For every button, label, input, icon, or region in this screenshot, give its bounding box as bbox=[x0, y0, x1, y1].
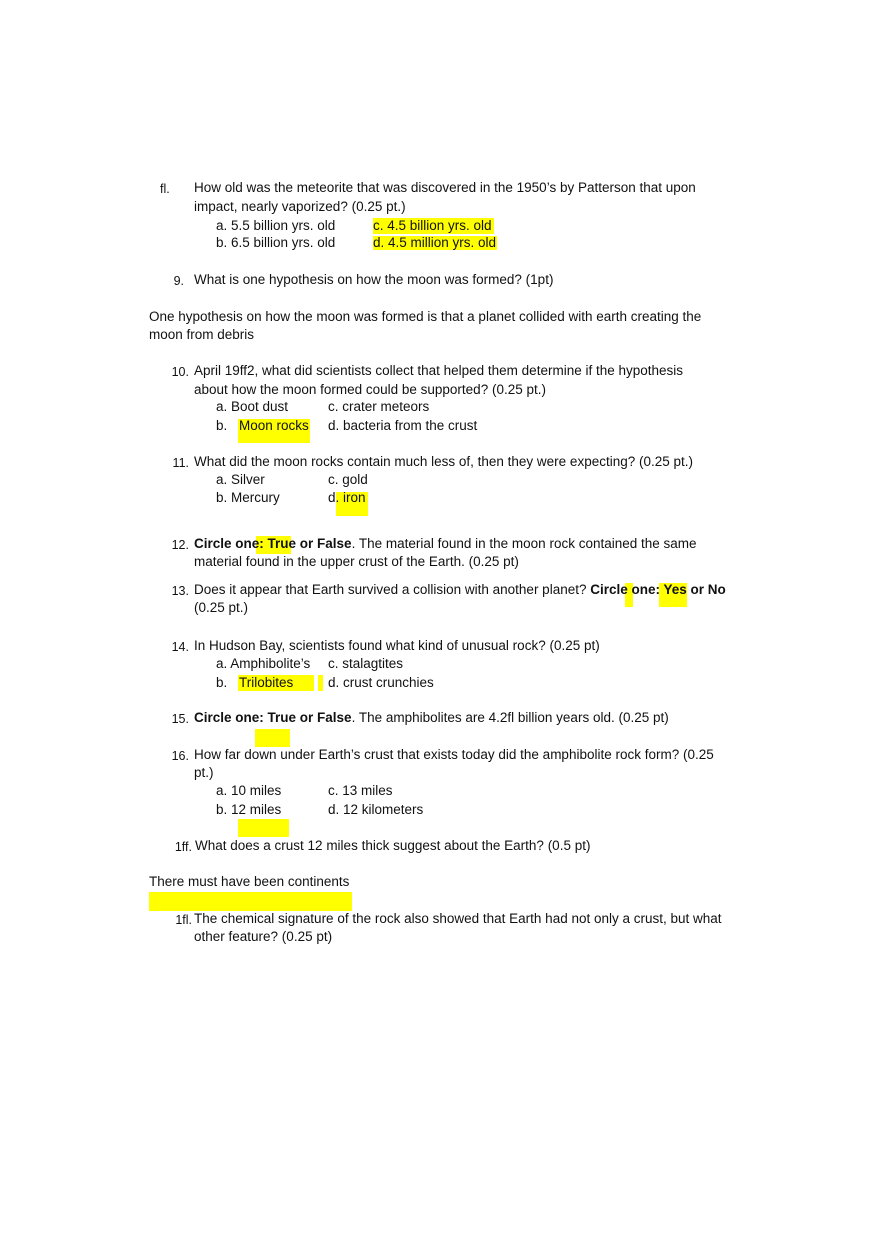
question-number: 14. bbox=[171, 640, 189, 654]
circle-one-label: Circle one bbox=[194, 536, 260, 551]
option-a: a. 10 miles bbox=[216, 783, 282, 798]
option-b-text: Moon rocks bbox=[239, 418, 309, 433]
statement: . The material found in the moon rock contained the same bbox=[351, 536, 697, 551]
option-a: a. 5.5 billion yrs. old bbox=[216, 218, 336, 233]
circle-one-choices: Circle one: True or False bbox=[194, 710, 352, 725]
question-number: fl. bbox=[160, 182, 170, 196]
question-text: April 19ff2, what did scientists collect that helped them determine if the hypothesis bbox=[194, 363, 684, 378]
question-number: 16. bbox=[171, 749, 189, 763]
highlight-q15 bbox=[255, 729, 290, 747]
question-text: What did the moon rocks contain much less of, then they were expecting? (0.25 pt.) bbox=[194, 454, 694, 469]
option-a: a. Silver bbox=[216, 472, 265, 487]
question-number: 12. bbox=[171, 538, 189, 552]
option-d: d. bacteria from the crust bbox=[328, 418, 478, 433]
question-text: How far down under Earth’s crust that exists today did the amphibolite rock form? (0.25 bbox=[194, 747, 714, 762]
question-text bbox=[194, 535, 697, 553]
circle-one-choices: Circle one: Yes or No bbox=[590, 582, 726, 597]
question-text: (0.25 pt.) bbox=[194, 600, 249, 615]
option-d: d. 4.5 million yrs. old bbox=[373, 235, 497, 250]
question-number: 9. bbox=[173, 274, 184, 288]
option-b: b. 12 miles bbox=[216, 802, 282, 817]
question-text: about how the moon formed could be supported? (0.25 pt.) bbox=[194, 382, 546, 397]
question-text: other feature? (0.25 pt) bbox=[194, 929, 333, 944]
option-b-text: Trilobites bbox=[239, 675, 294, 690]
question-text: What does a crust 12 miles thick suggest about the Earth? (0.5 pt) bbox=[195, 838, 591, 853]
option-b: b. bbox=[216, 675, 228, 690]
question-number: 11. bbox=[172, 456, 189, 470]
option-a: a. Boot dust bbox=[216, 399, 289, 414]
answer-text: There must have been continents bbox=[149, 874, 350, 889]
option-d: d. crust crunchies bbox=[328, 675, 434, 690]
option-d: d. 12 kilometers bbox=[328, 802, 424, 817]
question-text: How old was the meteorite that was discovered in the 1950’s by Patterson that upon bbox=[194, 180, 696, 195]
question-text: pt.) bbox=[194, 765, 214, 780]
question-number: 1fl. bbox=[175, 913, 192, 927]
question-text: impact, nearly vaporized? (0.25 pt.) bbox=[194, 199, 406, 214]
statement: . The amphibolites are 4.2fl billion years old. (0.25 pt) bbox=[351, 710, 669, 725]
question-text: material found in the upper crust of the Earth. (0.25 pt) bbox=[194, 554, 519, 569]
question-number: 15. bbox=[171, 712, 189, 726]
highlight-q14-mark bbox=[318, 675, 323, 691]
question-text: What is one hypothesis on how the moon was formed? (1pt) bbox=[194, 272, 554, 287]
option-c: c. crater meteors bbox=[328, 399, 430, 414]
question-text: In Hudson Bay, scientists found what kind of unusual rock? (0.25 pt) bbox=[194, 638, 600, 653]
option-c: c. 4.5 billion yrs. old bbox=[373, 218, 492, 233]
highlight-answer17 bbox=[149, 892, 352, 911]
question-text bbox=[194, 581, 726, 599]
question-text bbox=[194, 709, 669, 727]
option-b: b. bbox=[216, 418, 228, 433]
option-b: b. 6.5 billion yrs. old bbox=[216, 235, 336, 250]
option-c: c. stalagtites bbox=[328, 656, 404, 671]
option-d: d. iron bbox=[328, 490, 366, 505]
question-number: 10. bbox=[171, 365, 189, 379]
question-statement: Does it appear that Earth survived a collision with another planet? bbox=[194, 582, 587, 597]
true-choice: : True bbox=[259, 536, 297, 551]
option-c: c. 13 miles bbox=[328, 783, 393, 798]
answer-text: One hypothesis on how the moon was formed is that a planet collided with earth creating the bbox=[149, 309, 702, 324]
highlight-q16-b bbox=[238, 819, 289, 837]
question-number: 13. bbox=[171, 584, 189, 598]
question-text: The chemical signature of the rock also showed that Earth had not only a crust, but what bbox=[194, 911, 722, 926]
false-choice: or False bbox=[296, 536, 352, 551]
option-b: b. Mercury bbox=[216, 490, 280, 505]
option-a: a. Amphibolite’s bbox=[216, 656, 311, 671]
option-c: c. gold bbox=[328, 472, 368, 487]
question-number: 1ff. bbox=[174, 840, 192, 854]
answer-text: moon from debris bbox=[149, 327, 255, 342]
